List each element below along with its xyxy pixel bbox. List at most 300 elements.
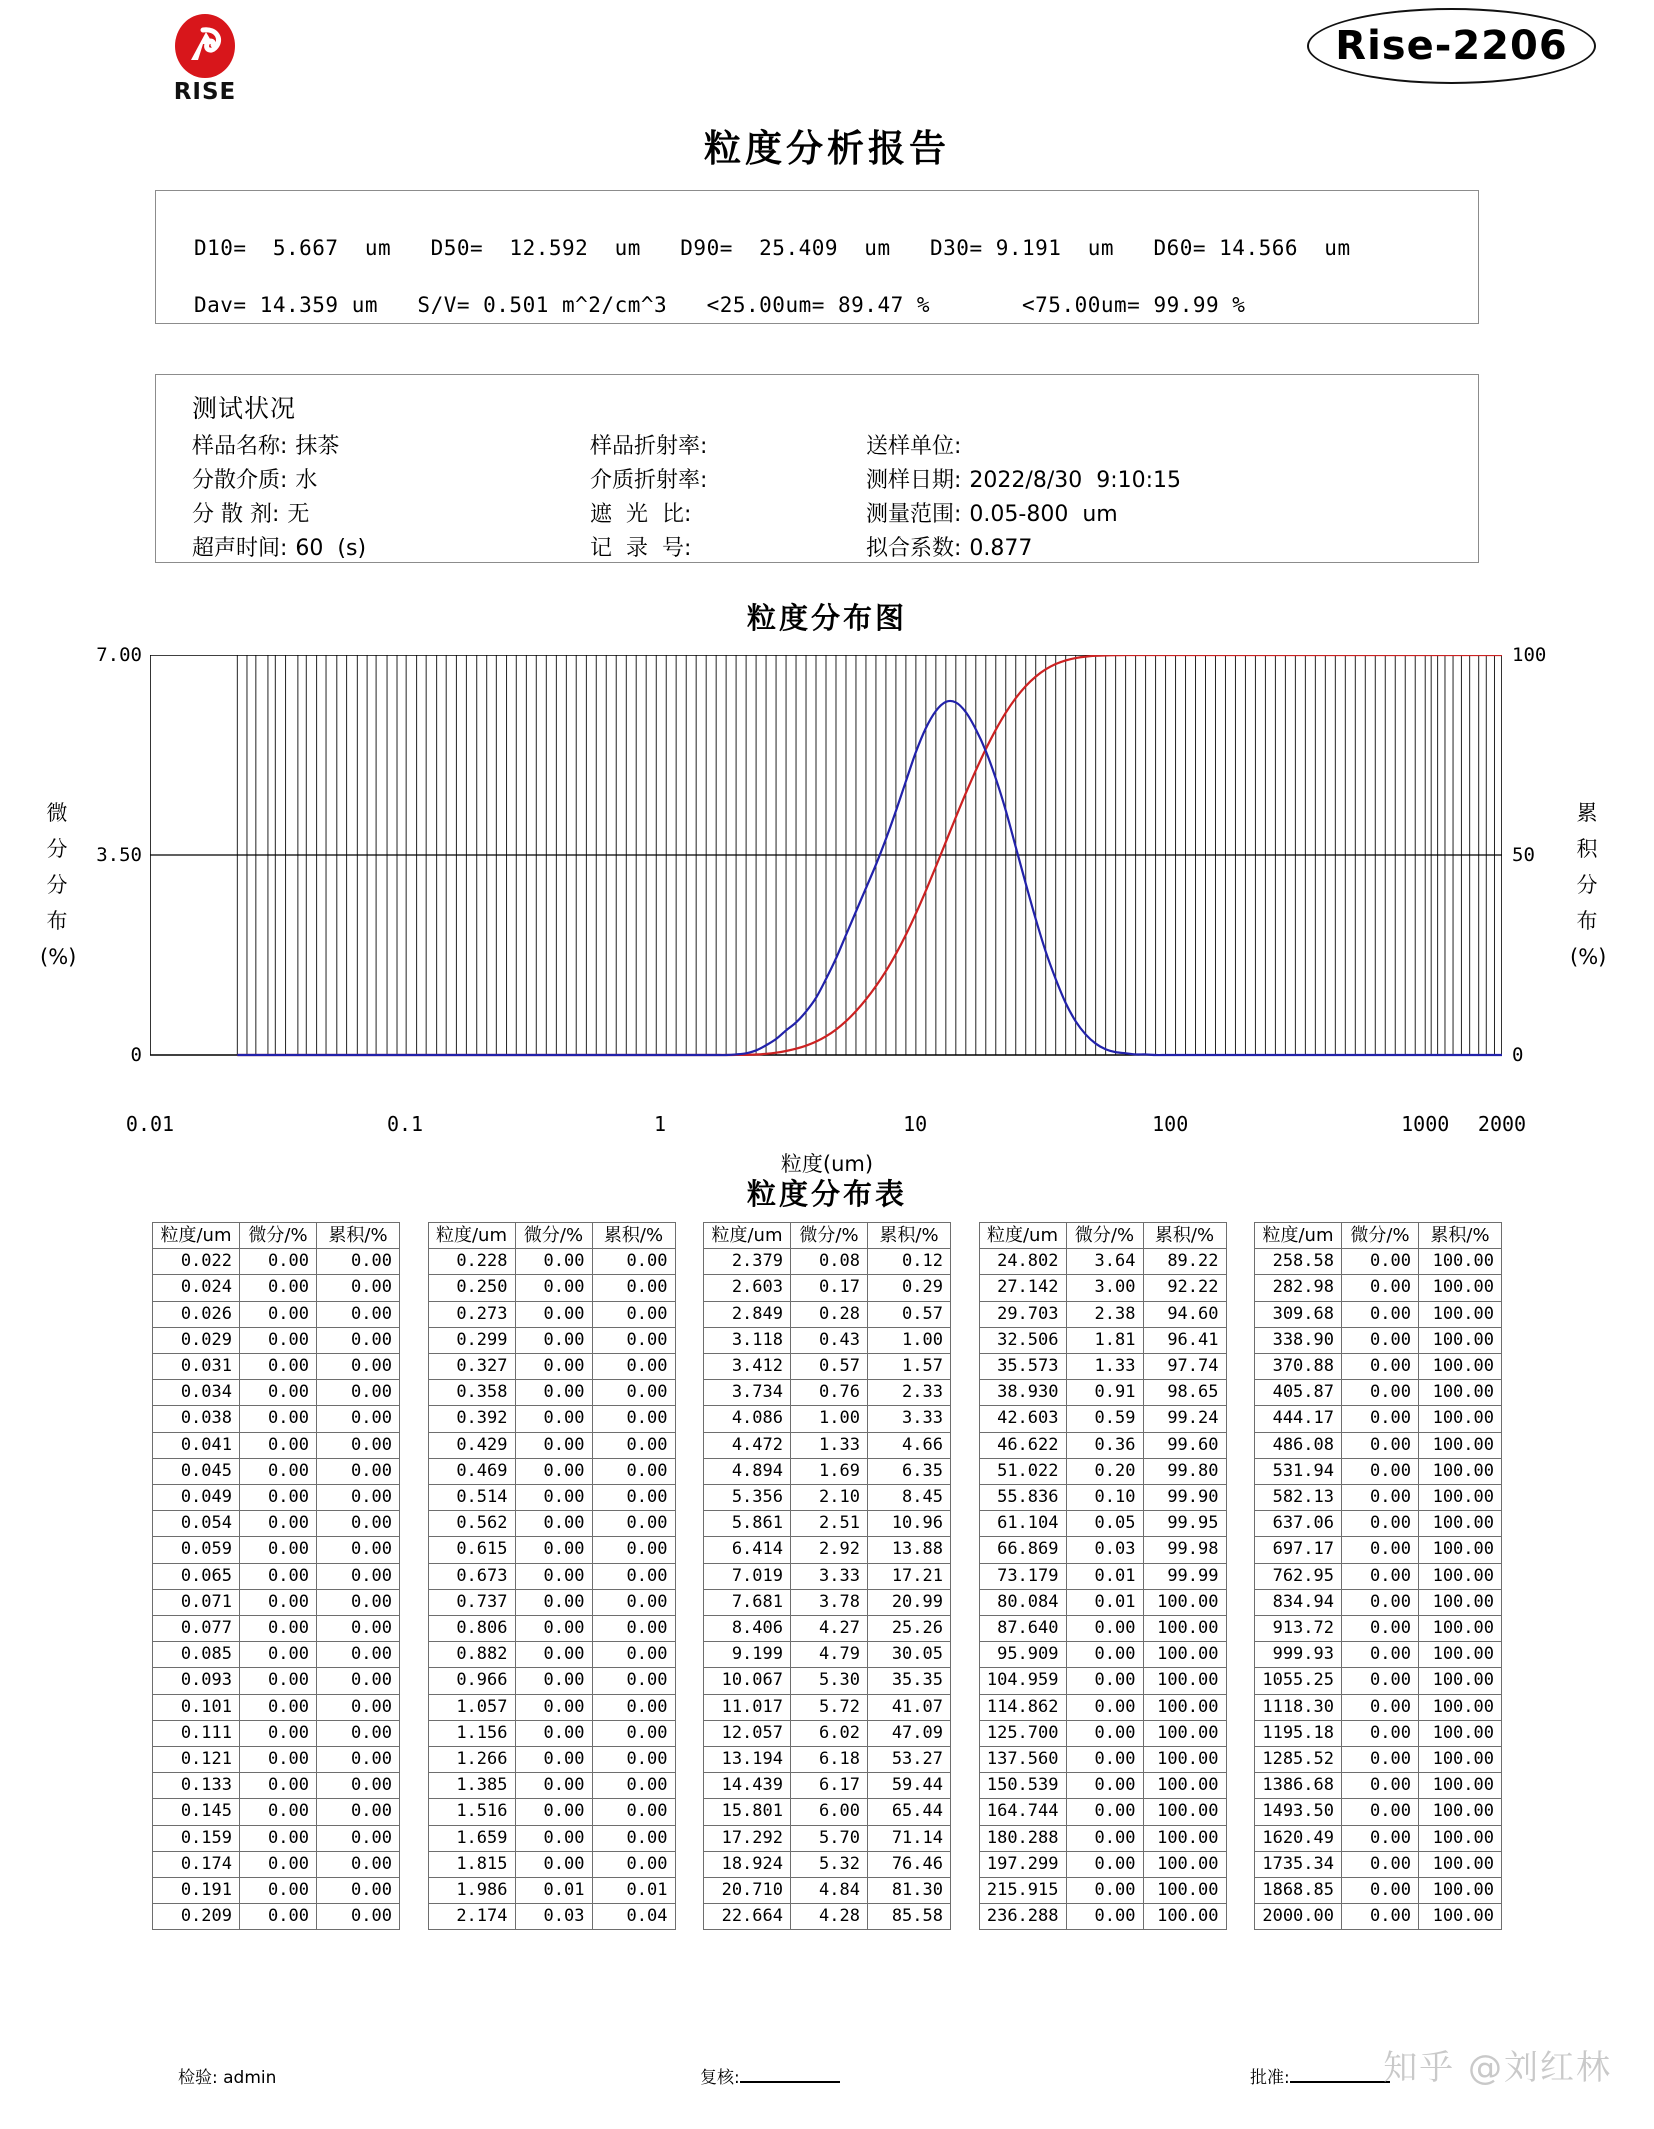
table-row xyxy=(153,1406,400,1432)
table-cell: 0.00 xyxy=(515,1275,592,1301)
approver-signature-line[interactable] xyxy=(1290,2066,1390,2083)
table-row xyxy=(979,1458,1226,1484)
table-cell: 3.412 xyxy=(704,1354,791,1380)
table-cell: 0.00 xyxy=(515,1851,592,1877)
table-header-row xyxy=(979,1223,1226,1249)
table-row xyxy=(704,1354,951,1380)
table-cell: 0.00 xyxy=(1066,1747,1143,1773)
table-cell: 0.00 xyxy=(317,1851,400,1877)
table-row xyxy=(428,1642,675,1668)
table-cell: 0.00 xyxy=(1066,1642,1143,1668)
table-row xyxy=(704,1275,951,1301)
table-cell: 4.66 xyxy=(868,1432,951,1458)
table-cell: 0.00 xyxy=(1342,1327,1419,1353)
table-cell: 1.057 xyxy=(428,1694,515,1720)
table-row xyxy=(428,1301,675,1327)
table-cell: 27.142 xyxy=(979,1275,1066,1301)
table-cell: 0.00 xyxy=(1342,1773,1419,1799)
table-header-cell: 微分/% xyxy=(791,1223,868,1249)
table-cell: 0.00 xyxy=(1342,1747,1419,1773)
table-cell: 0.00 xyxy=(1342,1432,1419,1458)
table-row xyxy=(979,1406,1226,1432)
table-row xyxy=(153,1825,400,1851)
table-cell: 0.00 xyxy=(1066,1851,1143,1877)
table-cell: 81.30 xyxy=(868,1878,951,1904)
table-cell: 0.00 xyxy=(317,1301,400,1327)
table-cell: 89.22 xyxy=(1143,1249,1226,1275)
table-cell: 9.199 xyxy=(704,1642,791,1668)
table-cell: 444.17 xyxy=(1255,1406,1342,1432)
table-header-cell: 累积/% xyxy=(868,1223,951,1249)
table-cell: 137.560 xyxy=(979,1747,1066,1773)
table-cell: 0.00 xyxy=(592,1720,675,1746)
table-cell: 8.406 xyxy=(704,1616,791,1642)
table-row xyxy=(153,1668,400,1694)
table-cell: 0.00 xyxy=(592,1563,675,1589)
table-row xyxy=(979,1747,1226,1773)
table-cell: 100.00 xyxy=(1419,1432,1502,1458)
table-row xyxy=(979,1799,1226,1825)
table-cell: 6.17 xyxy=(791,1773,868,1799)
table-header-cell: 粒度/um xyxy=(153,1223,240,1249)
table-cell: 100.00 xyxy=(1143,1747,1226,1773)
condition-row xyxy=(866,497,1386,531)
table-row xyxy=(704,1851,951,1877)
condition-row xyxy=(866,429,1386,463)
table-cell: 4.84 xyxy=(791,1878,868,1904)
table-row xyxy=(428,1249,675,1275)
table-cell: 0.299 xyxy=(428,1327,515,1353)
table-cell: 0.00 xyxy=(317,1327,400,1353)
condition-row xyxy=(866,531,1386,565)
table-cell: 0.00 xyxy=(1066,1773,1143,1799)
table-cell: 0.05 xyxy=(1066,1511,1143,1537)
model-badge xyxy=(1307,8,1596,84)
table-cell: 100.00 xyxy=(1419,1747,1502,1773)
distribution-table xyxy=(1254,1222,1502,1930)
table-cell: 0.00 xyxy=(515,1563,592,1589)
x-axis-tick: 0.1 xyxy=(386,1112,424,1136)
table-row xyxy=(704,1616,951,1642)
table-row xyxy=(428,1694,675,1720)
table-cell: 0.00 xyxy=(1066,1668,1143,1694)
table-cell: 0.08 xyxy=(791,1249,868,1275)
reviewer-signature-line[interactable] xyxy=(740,2066,840,2083)
table-cell: 1.156 xyxy=(428,1720,515,1746)
table-header-row xyxy=(1255,1223,1502,1249)
table-cell: 94.60 xyxy=(1143,1301,1226,1327)
footer-approver xyxy=(1250,2063,1390,2088)
table-cell: 65.44 xyxy=(868,1799,951,1825)
table-cell: 0.00 xyxy=(317,1406,400,1432)
table-cell: 0.514 xyxy=(428,1485,515,1511)
table-cell: 15.801 xyxy=(704,1799,791,1825)
table-cell: 0.00 xyxy=(515,1825,592,1851)
table-cell: 0.191 xyxy=(153,1878,240,1904)
table-cell: 0.00 xyxy=(317,1537,400,1563)
table-row xyxy=(979,1616,1226,1642)
table-cell: 637.06 xyxy=(1255,1511,1342,1537)
table-row xyxy=(1255,1406,1502,1432)
table-cell: 1118.30 xyxy=(1255,1694,1342,1720)
table-cell: 0.00 xyxy=(515,1694,592,1720)
table-cell: 22.664 xyxy=(704,1904,791,1930)
condition-value: 60 (s) xyxy=(295,536,367,561)
table-cell: 0.209 xyxy=(153,1904,240,1930)
table-header-cell: 累积/% xyxy=(592,1223,675,1249)
table-row xyxy=(1255,1773,1502,1799)
table-cell: 0.00 xyxy=(592,1458,675,1484)
table-row xyxy=(428,1458,675,1484)
table-cell: 0.00 xyxy=(240,1773,317,1799)
table-cell: 0.01 xyxy=(515,1878,592,1904)
table-cell: 4.086 xyxy=(704,1406,791,1432)
table-cell: 55.836 xyxy=(979,1485,1066,1511)
table-cell: 0.00 xyxy=(515,1380,592,1406)
table-cell: 1.516 xyxy=(428,1799,515,1825)
condition-label: 介质折射率: xyxy=(590,468,708,493)
table-cell: 0.00 xyxy=(1342,1589,1419,1615)
condition-label: 测样日期: xyxy=(866,468,962,493)
table-row xyxy=(979,1878,1226,1904)
table-cell: 0.00 xyxy=(317,1458,400,1484)
table-cell: 100.00 xyxy=(1143,1799,1226,1825)
table-row xyxy=(1255,1616,1502,1642)
table-cell: 0.00 xyxy=(240,1327,317,1353)
table-header-cell: 微分/% xyxy=(515,1223,592,1249)
table-cell: 0.00 xyxy=(1342,1380,1419,1406)
table-cell: 0.00 xyxy=(240,1799,317,1825)
condition-label: 送样单位: xyxy=(866,434,962,459)
table-cell: 17.292 xyxy=(704,1825,791,1851)
table-cell: 53.27 xyxy=(868,1747,951,1773)
table-cell: 0.00 xyxy=(1342,1354,1419,1380)
table-cell: 0.00 xyxy=(592,1747,675,1773)
table-cell: 0.00 xyxy=(317,1694,400,1720)
table-cell: 0.737 xyxy=(428,1589,515,1615)
table-cell: 0.03 xyxy=(515,1904,592,1930)
table-row xyxy=(153,1694,400,1720)
condition-label: 样品折射率: xyxy=(590,434,708,459)
condition-label: 分 散 剂: xyxy=(192,502,280,527)
table-row xyxy=(979,1432,1226,1458)
table-cell: 100.00 xyxy=(1419,1354,1502,1380)
table-row xyxy=(1255,1825,1502,1851)
table-cell: 87.640 xyxy=(979,1616,1066,1642)
table-cell: 1.00 xyxy=(791,1406,868,1432)
conditions-column-3 xyxy=(866,429,1386,565)
table-cell: 0.00 xyxy=(1342,1799,1419,1825)
table-cell: 0.041 xyxy=(153,1432,240,1458)
condition-row xyxy=(192,429,482,463)
table-cell: 0.17 xyxy=(791,1275,868,1301)
condition-row xyxy=(192,531,482,565)
table-cell: 1.33 xyxy=(791,1432,868,1458)
table-cell: 2.603 xyxy=(704,1275,791,1301)
condition-label: 超声时间: xyxy=(192,536,288,561)
condition-value: 水 xyxy=(295,468,318,493)
condition-value: 2022/8/30 9:10:15 xyxy=(969,468,1182,493)
table-row xyxy=(428,1327,675,1353)
table-cell: 100.00 xyxy=(1143,1773,1226,1799)
table-row xyxy=(428,1747,675,1773)
table-cell: 18.924 xyxy=(704,1851,791,1877)
table-cell: 0.174 xyxy=(153,1851,240,1877)
table-cell: 100.00 xyxy=(1419,1851,1502,1877)
condition-row xyxy=(590,429,880,463)
table-cell: 0.00 xyxy=(317,1563,400,1589)
x-axis-tick: 2000 xyxy=(1477,1112,1527,1136)
table-cell: 0.00 xyxy=(317,1904,400,1930)
table-cell: 999.93 xyxy=(1255,1642,1342,1668)
watermark: 知乎 @刘红林 xyxy=(1383,2048,1612,2088)
table-cell: 0.031 xyxy=(153,1354,240,1380)
table-cell: 0.228 xyxy=(428,1249,515,1275)
table-cell: 25.26 xyxy=(868,1616,951,1642)
table-row xyxy=(704,1668,951,1694)
table-cell: 0.00 xyxy=(592,1511,675,1537)
condition-value: 0.877 xyxy=(969,536,1033,561)
table-cell: 0.054 xyxy=(153,1511,240,1537)
table-row xyxy=(153,1458,400,1484)
table-cell: 0.059 xyxy=(153,1537,240,1563)
table-cell: 7.019 xyxy=(704,1563,791,1589)
table-cell: 1.659 xyxy=(428,1825,515,1851)
table-cell: 2.92 xyxy=(791,1537,868,1563)
table-cell: 92.22 xyxy=(1143,1275,1226,1301)
table-header-cell: 微分/% xyxy=(1342,1223,1419,1249)
table-cell: 0.00 xyxy=(515,1485,592,1511)
table-cell: 0.045 xyxy=(153,1458,240,1484)
table-cell: 0.882 xyxy=(428,1642,515,1668)
table-cell: 0.00 xyxy=(1342,1878,1419,1904)
right-axis-title: 累 积 分 布 (%) xyxy=(1570,801,1607,969)
table-row xyxy=(979,1904,1226,1930)
table-row xyxy=(153,1616,400,1642)
conditions-column-1 xyxy=(192,429,482,565)
table-cell: 1.81 xyxy=(1066,1327,1143,1353)
table-cell: 0.29 xyxy=(868,1275,951,1301)
summary-statistics-box xyxy=(155,190,1479,324)
table-row xyxy=(1255,1694,1502,1720)
table-cell: 0.00 xyxy=(1066,1616,1143,1642)
table-cell: 99.99 xyxy=(1143,1563,1226,1589)
table-row xyxy=(428,1668,675,1694)
table-cell: 100.00 xyxy=(1419,1589,1502,1615)
table-cell: 0.43 xyxy=(791,1327,868,1353)
table-row xyxy=(1255,1275,1502,1301)
table-cell: 0.00 xyxy=(592,1249,675,1275)
table-cell: 0.615 xyxy=(428,1537,515,1563)
table-cell: 5.356 xyxy=(704,1485,791,1511)
table-cell: 2.10 xyxy=(791,1485,868,1511)
table-cell: 0.00 xyxy=(515,1511,592,1537)
table-cell: 100.00 xyxy=(1143,1904,1226,1930)
table-cell: 0.327 xyxy=(428,1354,515,1380)
table-cell: 3.64 xyxy=(1066,1249,1143,1275)
table-row xyxy=(428,1537,675,1563)
table-cell: 0.00 xyxy=(240,1458,317,1484)
table-cell: 5.70 xyxy=(791,1825,868,1851)
table-row xyxy=(153,1354,400,1380)
table-cell: 697.17 xyxy=(1255,1537,1342,1563)
table-cell: 66.869 xyxy=(979,1537,1066,1563)
table-row xyxy=(979,1380,1226,1406)
table-cell: 20.710 xyxy=(704,1878,791,1904)
table-cell: 531.94 xyxy=(1255,1458,1342,1484)
left-axis-tick: 7.00 xyxy=(96,644,142,666)
table-cell: 35.35 xyxy=(868,1668,951,1694)
table-cell: 0.00 xyxy=(1342,1694,1419,1720)
table-row xyxy=(1255,1904,1502,1930)
table-cell: 0.00 xyxy=(240,1668,317,1694)
distribution-table xyxy=(152,1222,400,1930)
table-cell: 95.909 xyxy=(979,1642,1066,1668)
table-cell: 0.00 xyxy=(515,1720,592,1746)
condition-label: 遮 光 比: xyxy=(590,502,692,527)
table-row xyxy=(153,1485,400,1511)
table-cell: 0.01 xyxy=(1066,1563,1143,1589)
table-cell: 3.734 xyxy=(704,1380,791,1406)
table-cell: 164.744 xyxy=(979,1799,1066,1825)
table-cell: 6.18 xyxy=(791,1747,868,1773)
table-row xyxy=(153,1720,400,1746)
distribution-table xyxy=(703,1222,951,1930)
table-row xyxy=(428,1485,675,1511)
table-cell: 8.45 xyxy=(868,1485,951,1511)
table-cell: 3.118 xyxy=(704,1327,791,1353)
table-cell: 0.00 xyxy=(317,1511,400,1537)
table-cell: 486.08 xyxy=(1255,1432,1342,1458)
table-row xyxy=(1255,1878,1502,1904)
table-row xyxy=(704,1799,951,1825)
rise-logo-icon xyxy=(173,14,237,78)
table-header-cell: 粒度/um xyxy=(979,1223,1066,1249)
condition-row xyxy=(192,497,482,531)
table-cell: 100.00 xyxy=(1419,1406,1502,1432)
table-cell: 100.00 xyxy=(1419,1720,1502,1746)
chart-title: 粒度分布图 xyxy=(746,601,907,635)
table-cell: 180.288 xyxy=(979,1825,1066,1851)
table-cell: 99.60 xyxy=(1143,1432,1226,1458)
left-axis-title: 微 分 分 布 (%) xyxy=(40,801,77,969)
table-cell: 258.58 xyxy=(1255,1249,1342,1275)
table-cell: 0.00 xyxy=(240,1406,317,1432)
table-cell: 100.00 xyxy=(1419,1904,1502,1930)
table-cell: 0.065 xyxy=(153,1563,240,1589)
table-row xyxy=(979,1773,1226,1799)
table-cell: 0.00 xyxy=(592,1589,675,1615)
table-cell: 96.41 xyxy=(1143,1327,1226,1353)
table-cell: 0.91 xyxy=(1066,1380,1143,1406)
table-cell: 71.14 xyxy=(868,1825,951,1851)
table-cell: 0.20 xyxy=(1066,1458,1143,1484)
table-cell: 5.32 xyxy=(791,1851,868,1877)
table-cell: 0.00 xyxy=(317,1720,400,1746)
table-row xyxy=(979,1825,1226,1851)
table-cell: 0.00 xyxy=(240,1851,317,1877)
table-cell: 0.00 xyxy=(515,1327,592,1353)
condition-value: 无 xyxy=(287,502,310,527)
table-row xyxy=(153,1563,400,1589)
distribution-tables xyxy=(152,1222,1502,1930)
table-row xyxy=(979,1327,1226,1353)
condition-row xyxy=(590,463,880,497)
x-axis-tick: 1000 xyxy=(1401,1112,1450,1136)
table-row xyxy=(428,1563,675,1589)
table-cell: 1285.52 xyxy=(1255,1747,1342,1773)
table-row xyxy=(153,1249,400,1275)
table-cell: 0.562 xyxy=(428,1511,515,1537)
table-cell: 0.00 xyxy=(1342,1825,1419,1851)
table-cell: 0.00 xyxy=(240,1878,317,1904)
table-row xyxy=(153,1747,400,1773)
table-cell: 100.00 xyxy=(1143,1668,1226,1694)
table-header-cell: 粒度/um xyxy=(428,1223,515,1249)
table-cell: 0.071 xyxy=(153,1589,240,1615)
table-cell: 100.00 xyxy=(1143,1589,1226,1615)
table-cell: 0.00 xyxy=(592,1432,675,1458)
footer-reviewer xyxy=(700,2063,840,2088)
table-cell: 100.00 xyxy=(1419,1537,1502,1563)
right-axis-tick: 50 xyxy=(1512,844,1535,866)
table-cell: 0.00 xyxy=(592,1485,675,1511)
table-cell: 236.288 xyxy=(979,1904,1066,1930)
table-cell: 0.00 xyxy=(240,1301,317,1327)
table-cell: 0.00 xyxy=(515,1537,592,1563)
table-cell: 0.00 xyxy=(1342,1720,1419,1746)
table-cell: 1.266 xyxy=(428,1747,515,1773)
table-row xyxy=(704,1537,951,1563)
table-row xyxy=(1255,1668,1502,1694)
table-cell: 0.00 xyxy=(317,1799,400,1825)
table-cell: 6.414 xyxy=(704,1537,791,1563)
table-cell: 73.179 xyxy=(979,1563,1066,1589)
table-cell: 0.085 xyxy=(153,1642,240,1668)
table-cell: 582.13 xyxy=(1255,1485,1342,1511)
table-cell: 0.57 xyxy=(791,1354,868,1380)
table-cell: 100.00 xyxy=(1143,1694,1226,1720)
table-cell: 100.00 xyxy=(1419,1825,1502,1851)
table-row xyxy=(1255,1432,1502,1458)
table-cell: 100.00 xyxy=(1143,1642,1226,1668)
table-cell: 0.00 xyxy=(592,1851,675,1877)
table-cell: 0.76 xyxy=(791,1380,868,1406)
table-cell: 125.700 xyxy=(979,1720,1066,1746)
table-row xyxy=(153,1773,400,1799)
table-cell: 0.00 xyxy=(317,1249,400,1275)
table-cell: 6.35 xyxy=(868,1458,951,1484)
table-row xyxy=(1255,1747,1502,1773)
table-cell: 2.174 xyxy=(428,1904,515,1930)
table-cell: 0.00 xyxy=(240,1354,317,1380)
table-cell: 0.00 xyxy=(592,1642,675,1668)
table-header-cell: 累积/% xyxy=(317,1223,400,1249)
table-cell: 0.00 xyxy=(515,1406,592,1432)
table-row xyxy=(428,1851,675,1877)
footer-reviewer-label: 复核: xyxy=(700,2068,740,2088)
table-cell: 282.98 xyxy=(1255,1275,1342,1301)
table-row xyxy=(1255,1799,1502,1825)
table-cell: 0.806 xyxy=(428,1616,515,1642)
table-cell: 38.930 xyxy=(979,1380,1066,1406)
table-cell: 99.80 xyxy=(1143,1458,1226,1484)
table-row xyxy=(153,1380,400,1406)
table-cell: 104.959 xyxy=(979,1668,1066,1694)
table-cell: 0.00 xyxy=(1342,1904,1419,1930)
table-row xyxy=(704,1642,951,1668)
table-cell: 0.00 xyxy=(317,1668,400,1694)
